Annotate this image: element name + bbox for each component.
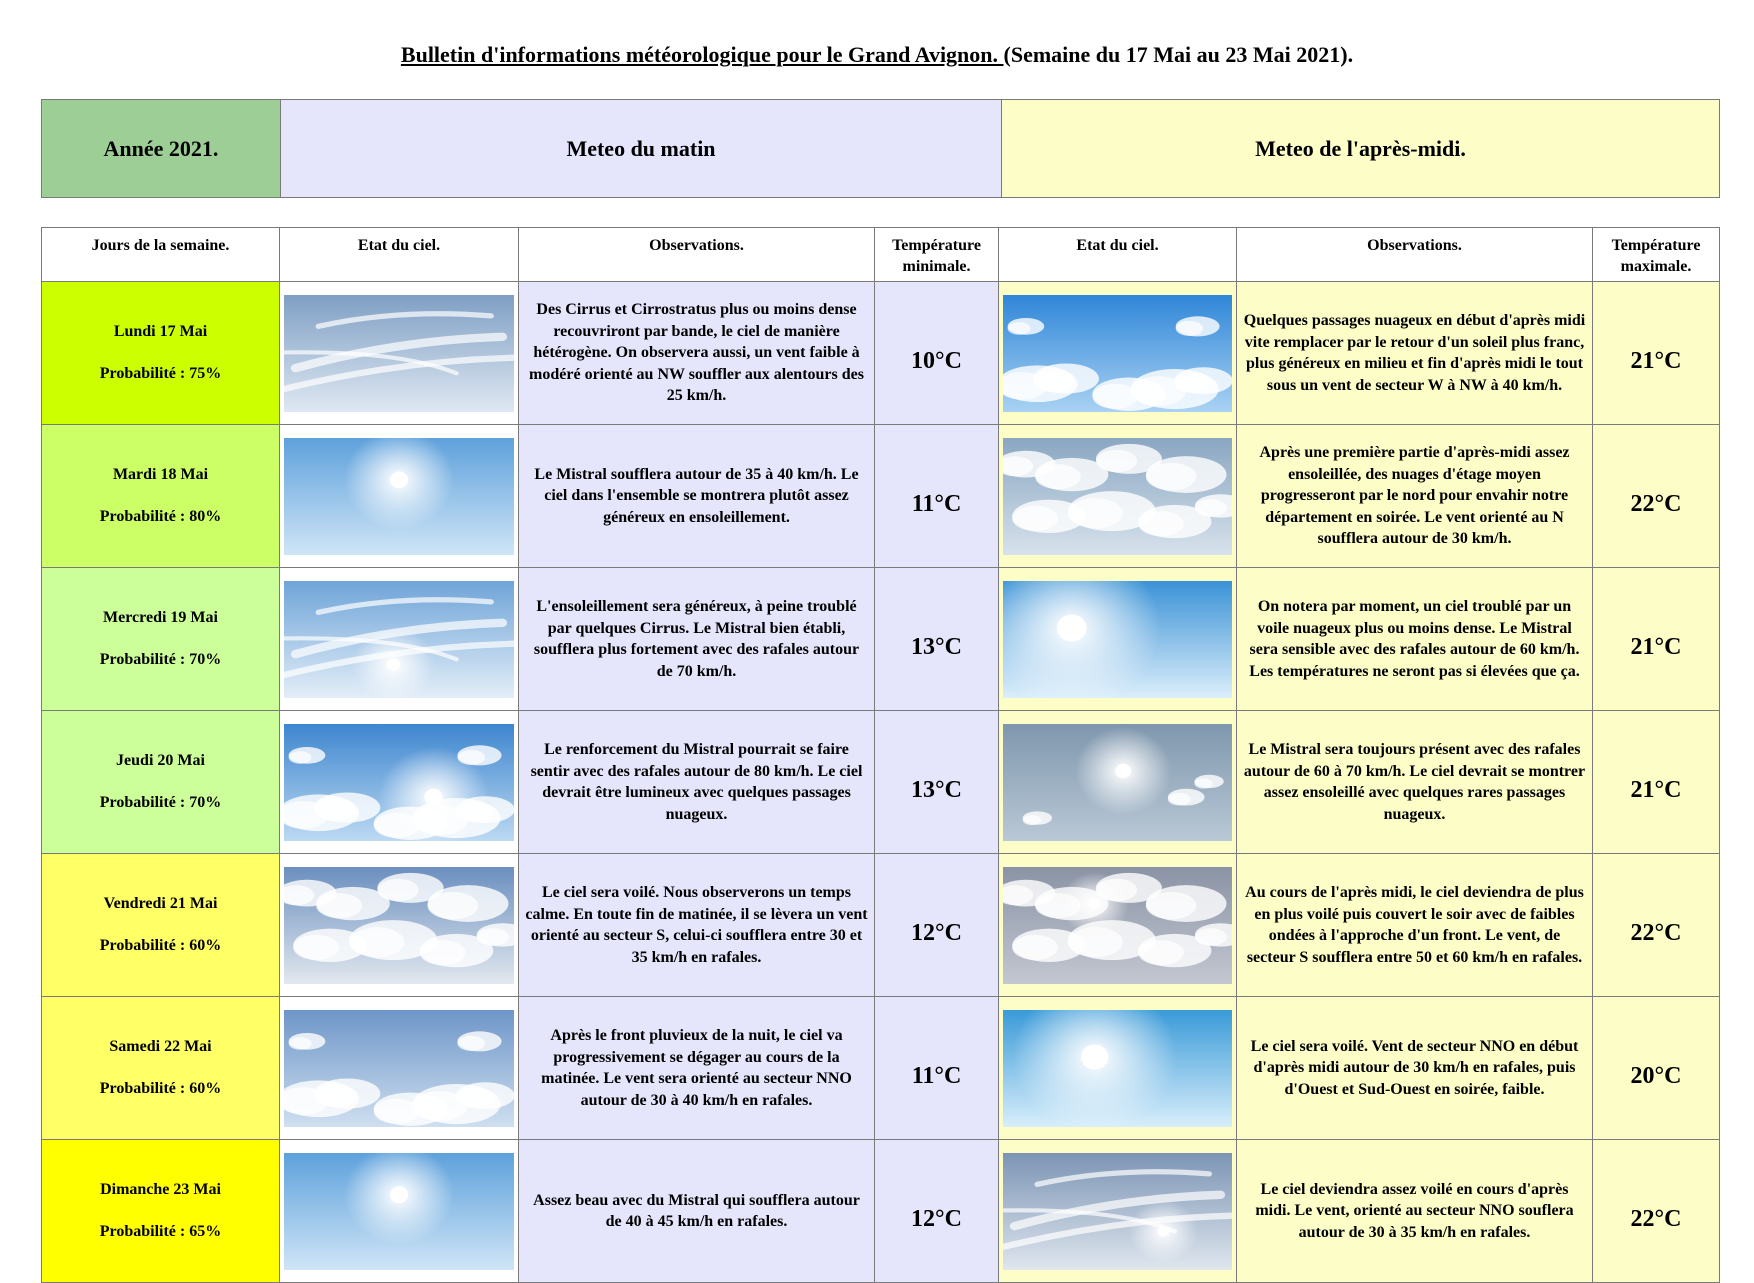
- day-cell: [42, 1140, 280, 1283]
- temp-min: 12°C: [875, 1140, 999, 1283]
- day-cell: [42, 425, 280, 568]
- morning-sky-icon: [284, 1010, 514, 1127]
- day-cell: [42, 997, 280, 1140]
- morning-sky-icon: [284, 438, 514, 555]
- morning-observations: Des Cirrus et Cirrostratus plus ou moins dense recouvriront par bande, le ciel de manière hétérogène. On observera aussi, un vent faible à modéré orienté au NW souffler aux alentours des 25 km/h.: [519, 282, 875, 425]
- afternoon-sky-cell: [999, 282, 1237, 425]
- afternoon-observations: Après une première partie d'après-midi assez ensoleillée, des nuages d'étage moyen progresseront par le nord pour envahir notre département en soirée. Le vent orienté au N soufflera autour de 30 km/h.: [1237, 425, 1593, 568]
- morning-observations: Après le front pluvieux de la nuit, le ciel va progressivement se dégager au cours de la matinée. Le vent sera orienté au secteur NNO autour de 30 à 40 km/h en rafales.: [519, 997, 875, 1140]
- morning-observations: L'ensoleillement sera généreux, à peine troublé par quelques Cirrus. Le Mistral bien établi, soufflera plus fortement avec des rafales autour de 70 km/h.: [519, 568, 875, 711]
- temp-max: 21°C: [1593, 568, 1720, 711]
- temp-min: 11°C: [875, 425, 999, 568]
- title-main: Bulletin d'informations météorologique pour le Grand Avignon.: [400, 42, 1004, 67]
- afternoon-header: Meteo de l'après-midi.: [1002, 100, 1720, 198]
- morning-sky-cell: [280, 1140, 519, 1283]
- afternoon-observations: Le Mistral sera toujours présent avec des rafales autour de 60 à 70 km/h. Le ciel devrait se montrer assez ensoleillé avec quelques rares passages nuageux.: [1237, 711, 1593, 854]
- morning-observations: Assez beau avec du Mistral qui soufflera autour de 40 à 45 km/h en rafales.: [519, 1140, 875, 1283]
- table-row: [42, 425, 1720, 568]
- col-header-obs-afternoon: Observations.: [1237, 228, 1593, 282]
- table-row: [42, 854, 1720, 997]
- day-probability: Probabilité : 70%: [99, 794, 222, 811]
- temp-max: 20°C: [1593, 997, 1720, 1140]
- col-header-obs-morning: Observations.: [519, 228, 875, 282]
- morning-sky-icon: [284, 581, 514, 698]
- morning-header: Meteo du matin: [281, 100, 1002, 198]
- day-probability: Probabilité : 75%: [99, 365, 222, 382]
- afternoon-sky-cell: [999, 568, 1237, 711]
- day-probability: Probabilité : 60%: [99, 1080, 222, 1097]
- table-row: [42, 1140, 1720, 1283]
- morning-sky-icon: [284, 295, 514, 412]
- table-row: [42, 282, 1720, 425]
- temp-min: 10°C: [875, 282, 999, 425]
- morning-observations: Le ciel sera voilé. Nous observerons un temps calme. En toute fin de matinée, il se lèvera un vent orienté au secteur S, celui-ci soufflera entre 30 et 35 km/h en rafales.: [519, 854, 875, 997]
- morning-observations: Le Mistral soufflera autour de 35 à 40 km/h. Le ciel dans l'ensemble se montrera plutôt assez généreux en ensoleillement.: [519, 425, 875, 568]
- day-name: Mardi 18 Mai: [112, 466, 209, 483]
- afternoon-sky-icon: [1003, 581, 1232, 698]
- temp-max: 21°C: [1593, 282, 1720, 425]
- morning-sky-cell: [280, 997, 519, 1140]
- day-name: Dimanche 23 Mai: [100, 1181, 221, 1198]
- temp-min: 12°C: [875, 854, 999, 997]
- morning-sky-icon: [284, 867, 514, 984]
- morning-sky-cell: [280, 282, 519, 425]
- col-header-temp-min: Température minimale.: [875, 228, 999, 282]
- afternoon-sky-icon: [1003, 1010, 1232, 1127]
- day-probability: Probabilité : 65%: [99, 1223, 222, 1240]
- temp-max: 21°C: [1593, 711, 1720, 854]
- col-header-sky-afternoon: Etat du ciel.: [999, 228, 1237, 282]
- day-probability: Probabilité : 60%: [99, 937, 222, 954]
- afternoon-observations: Le ciel sera voilé. Vent de secteur NNO en début d'après midi autour de 30 km/h en rafales, puis d'Ouest et Sud-Ouest en soirée, faible.: [1237, 997, 1593, 1140]
- afternoon-sky-icon: [1003, 438, 1232, 555]
- temp-min: 13°C: [875, 711, 999, 854]
- afternoon-sky-icon: [1003, 295, 1232, 412]
- title-week: (Semaine du 17 Mai au 23 Mai 2021).: [1003, 42, 1354, 67]
- temp-max: 22°C: [1593, 1140, 1720, 1283]
- day-cell: [42, 568, 280, 711]
- morning-sky-cell: [280, 854, 519, 997]
- morning-sky-cell: [280, 568, 519, 711]
- table-row: [42, 997, 1720, 1140]
- afternoon-sky-cell: [999, 997, 1237, 1140]
- col-header-sky-morning: Etat du ciel.: [280, 228, 519, 282]
- afternoon-sky-cell: [999, 711, 1237, 854]
- day-cell: [42, 282, 280, 425]
- afternoon-observations: Au cours de l'après midi, le ciel deviendra de plus en plus voilé puis couvert le soir avec de faibles ondées à l'approche d'un front. Le vent, de secteur S soufflera entre 50 et 60 km/h en rafales.: [1237, 854, 1593, 997]
- afternoon-sky-cell: [999, 425, 1237, 568]
- day-name: Jeudi 20 Mai: [116, 752, 205, 769]
- day-name: Vendredi 21 Mai: [103, 895, 218, 912]
- column-header-row: [42, 228, 1720, 282]
- table-row: [42, 711, 1720, 854]
- day-name: Lundi 17 Mai: [113, 323, 208, 340]
- temp-min: 13°C: [875, 568, 999, 711]
- morning-sky-cell: [280, 425, 519, 568]
- page-title: [0, 42, 1754, 68]
- header-table: [41, 99, 1720, 198]
- table-row: [42, 568, 1720, 711]
- morning-sky-icon: [284, 724, 514, 841]
- day-probability: Probabilité : 70%: [99, 651, 222, 668]
- col-header-temp-max: Température maximale.: [1593, 228, 1720, 282]
- afternoon-sky-icon: [1003, 724, 1232, 841]
- morning-sky-icon: [284, 1153, 514, 1270]
- afternoon-observations: Quelques passages nuageux en début d'après midi vite remplacer par le retour d'un soleil plus franc, plus généreux en milieu et fin d'après midi le tout sous un vent de secteur W à NW à 40 km/h.: [1237, 282, 1593, 425]
- day-cell: [42, 854, 280, 997]
- morning-sky-cell: [280, 711, 519, 854]
- afternoon-sky-cell: [999, 1140, 1237, 1283]
- afternoon-sky-icon: [1003, 867, 1232, 984]
- afternoon-sky-icon: [1003, 1153, 1232, 1270]
- morning-observations: Le renforcement du Mistral pourrait se faire sentir avec des rafales autour de 80 km/h. Le ciel devrait être lumineux avec quelques passages nuageux.: [519, 711, 875, 854]
- afternoon-sky-cell: [999, 854, 1237, 997]
- day-name: Samedi 22 Mai: [109, 1038, 212, 1055]
- year-header: Année 2021.: [42, 100, 281, 198]
- day-name: Mercredi 19 Mai: [103, 609, 218, 626]
- weekly-forecast-table: [41, 227, 1720, 1283]
- day-probability: Probabilité : 80%: [99, 508, 222, 525]
- day-cell: [42, 711, 280, 854]
- temp-max: 22°C: [1593, 425, 1720, 568]
- temp-max: 22°C: [1593, 854, 1720, 997]
- col-header-day: Jours de la semaine.: [42, 228, 280, 282]
- temp-min: 11°C: [875, 997, 999, 1140]
- afternoon-observations: Le ciel deviendra assez voilé en cours d'après midi. Le vent, orienté au secteur NNO souflera autour de 30 à 35 km/h en rafales.: [1237, 1140, 1593, 1283]
- afternoon-observations: On notera par moment, un ciel troublé par un voile nuageux plus ou moins dense. Le Mistral sera sensible avec des rafales autour de 60 km/h. Les températures ne seront pas si élevées que ça.: [1237, 568, 1593, 711]
